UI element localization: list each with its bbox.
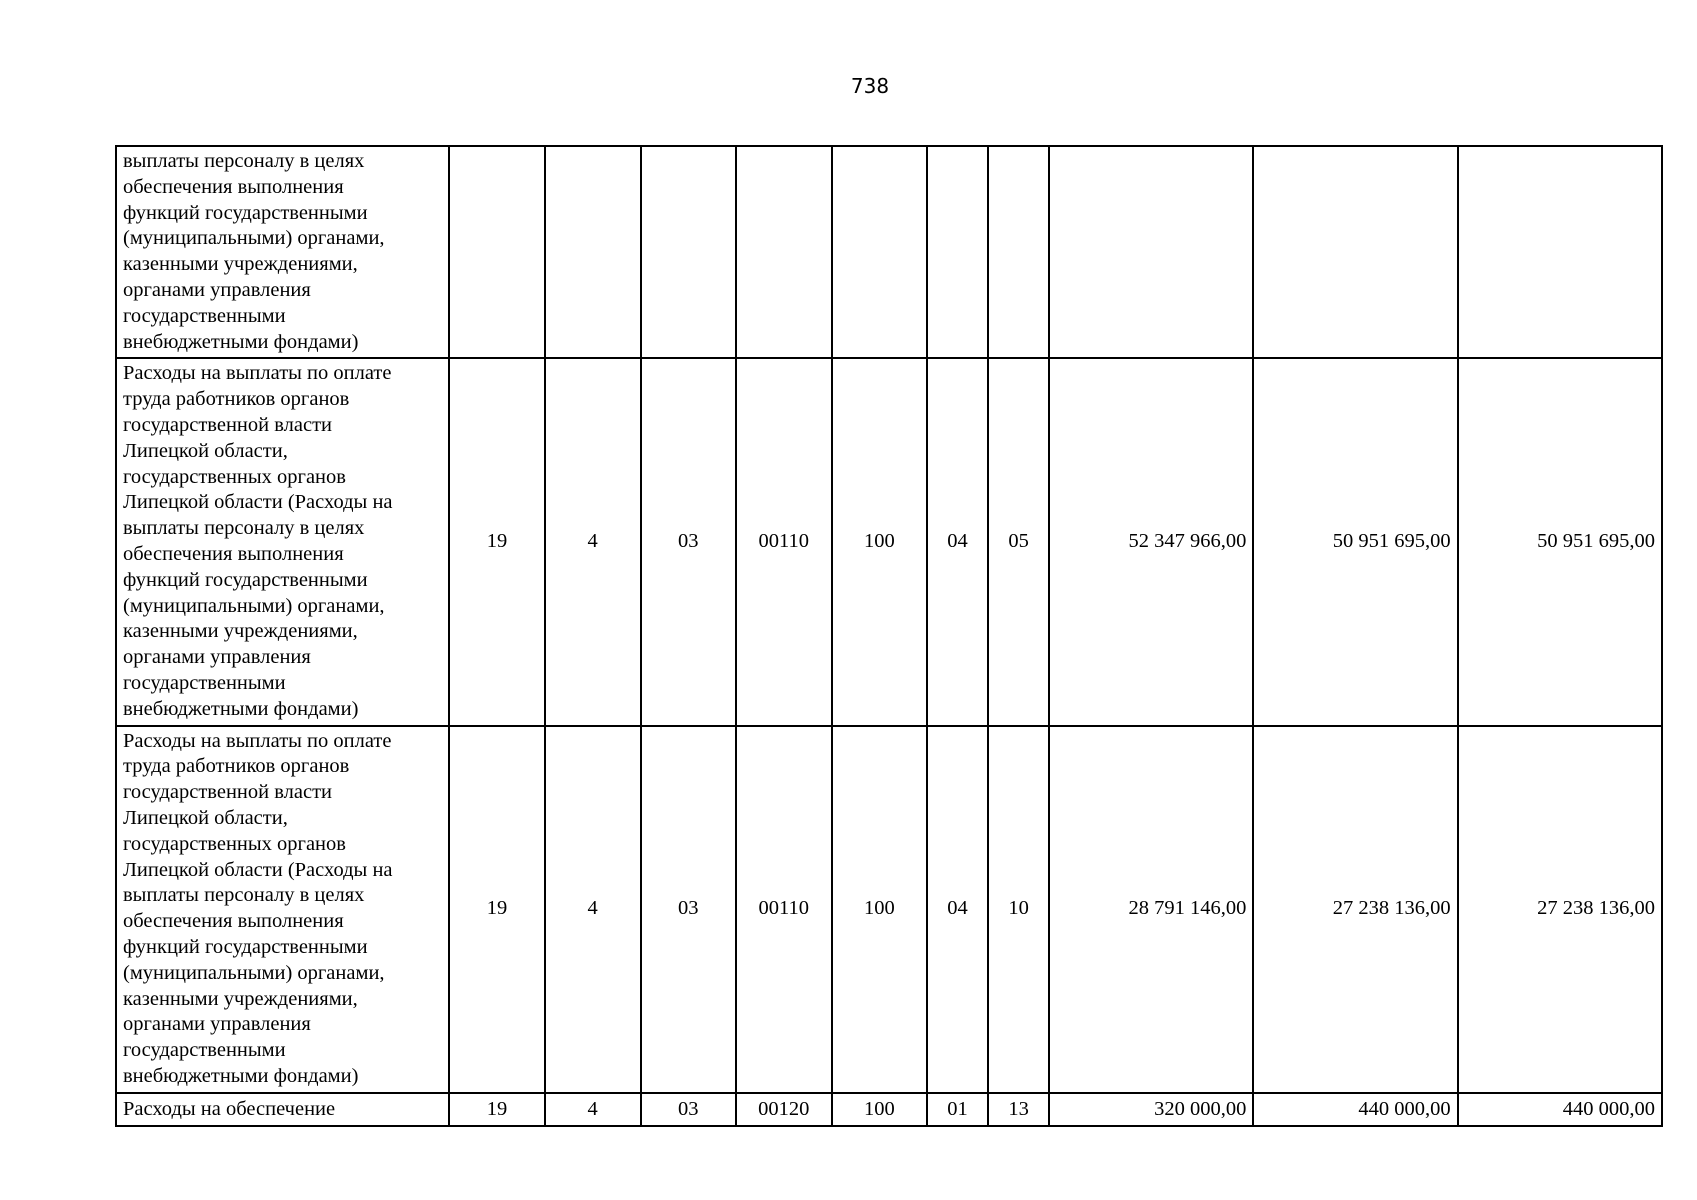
code-cell-direction [736,146,832,358]
row-description: Расходы на выплаты по оплате труда работников органов государственной власти Липецкой области, государственных органов Липецкой области (Расходы на выплаты персоналу в целях обеспечения выполнения функций государственными (муниципальными) органами, казенными учреждениями, органами управления государственными внебюджетными фондами) [116,358,449,725]
code-cell-subsection: 10 [988,726,1049,1093]
code-cell-main-event: 03 [641,1093,736,1126]
code-cell-section: 04 [927,726,988,1093]
code-cell-expense-type: 100 [832,358,927,725]
code-cell-main-event: 03 [641,726,736,1093]
row-description: выплаты персоналу в целях обеспечения выполнения функций государственными (муниципальными) органами, казенными учреждениями, органами управления государственными внебюджетными фондами) [116,146,449,358]
amount-year-2: 440 000,00 [1253,1093,1457,1126]
code-cell-program: 19 [449,726,544,1093]
table-row [116,726,1662,1093]
code-cell-expense-type [832,146,927,358]
code-cell-main-event [641,146,736,358]
table-row [116,1093,1662,1126]
code-cell-program: 19 [449,1093,544,1126]
amount-year-1: 52 347 966,00 [1049,358,1253,725]
amount-year-2: 27 238 136,00 [1253,726,1457,1093]
row-description: Расходы на обеспечение [116,1093,449,1126]
code-cell-direction: 00110 [736,726,832,1093]
page-number: 738 [850,74,890,98]
table-row [116,358,1662,725]
code-cell-subprogram: 4 [545,726,641,1093]
amount-year-3: 27 238 136,00 [1458,726,1662,1093]
code-cell-subprogram: 4 [545,1093,641,1126]
code-cell-expense-type: 100 [832,726,927,1093]
budget-table [115,145,1663,1127]
amount-year-3 [1458,146,1662,358]
code-cell-expense-type: 100 [832,1093,927,1126]
code-cell-program: 19 [449,358,544,725]
amount-year-3: 50 951 695,00 [1458,358,1662,725]
code-cell-program [449,146,544,358]
amount-year-2 [1253,146,1457,358]
table-row [116,146,1662,358]
code-cell-section: 01 [927,1093,988,1126]
row-description: Расходы на выплаты по оплате труда работников органов государственной власти Липецкой области, государственных органов Липецкой области (Расходы на выплаты персоналу в целях обеспечения выполнения функций государственными (муниципальными) органами, казенными учреждениями, органами управления государственными внебюджетными фондами) [116,726,449,1093]
code-cell-subsection: 13 [988,1093,1049,1126]
amount-year-1 [1049,146,1253,358]
code-cell-direction: 00110 [736,358,832,725]
code-cell-section [927,146,988,358]
code-cell-section: 04 [927,358,988,725]
code-cell-subprogram: 4 [545,358,641,725]
code-cell-subsection [988,146,1049,358]
amount-year-3: 440 000,00 [1458,1093,1662,1126]
amount-year-2: 50 951 695,00 [1253,358,1457,725]
amount-year-1: 320 000,00 [1049,1093,1253,1126]
amount-year-1: 28 791 146,00 [1049,726,1253,1093]
code-cell-direction: 00120 [736,1093,832,1126]
code-cell-subsection: 05 [988,358,1049,725]
code-cell-main-event: 03 [641,358,736,725]
code-cell-subprogram [545,146,641,358]
